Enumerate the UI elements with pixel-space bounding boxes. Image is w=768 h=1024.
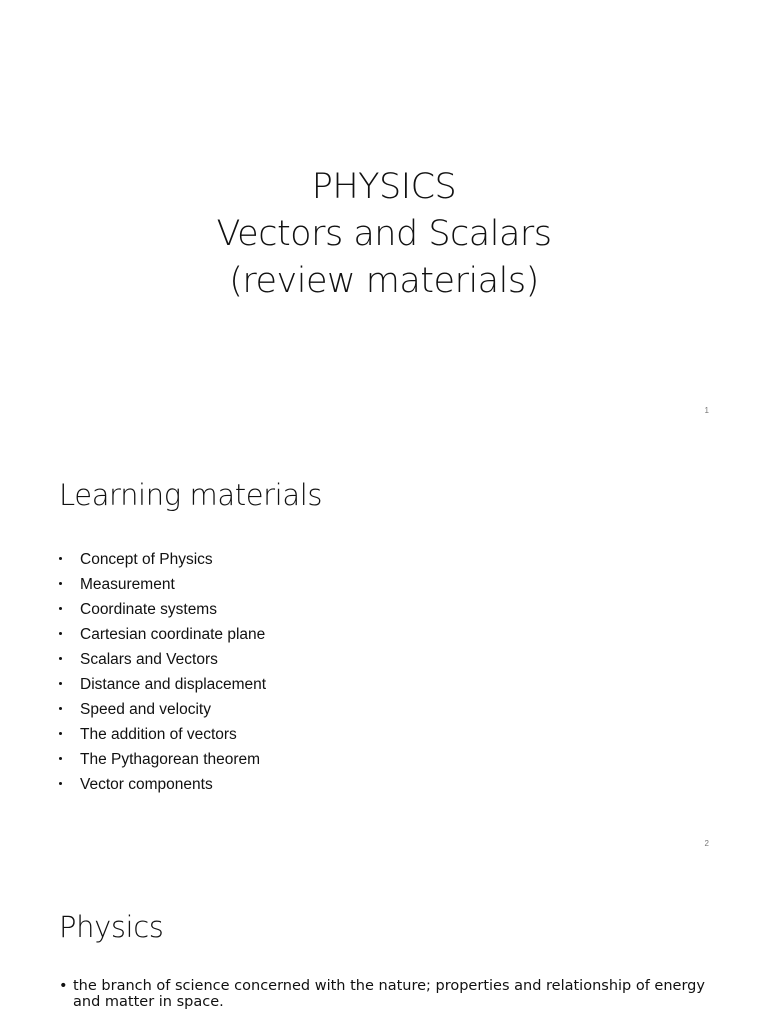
page-number: 2	[704, 839, 709, 848]
slide-heading: Learning materials	[59, 478, 323, 512]
bullet-dot	[59, 632, 62, 635]
list-item	[59, 650, 266, 675]
list-item-text: Distance and displacement	[80, 676, 267, 693]
list-item	[59, 600, 266, 625]
title-line-subject: Vectors and Scalars	[216, 214, 552, 254]
bullet-dot	[59, 657, 62, 660]
list-item	[59, 725, 266, 750]
bullet-dot	[59, 782, 62, 785]
slide-physics	[0, 866, 768, 1024]
list-item-text: The addition of vectors	[80, 726, 237, 743]
list-item-text: Speed and velocity	[80, 701, 211, 718]
list-item	[59, 675, 266, 700]
title-line-physics: PHYSICS	[311, 167, 457, 207]
slide-title-text	[0, 164, 768, 305]
title-line-note: (review materials)	[229, 261, 539, 301]
bullet-dot	[59, 607, 62, 610]
list-item	[59, 775, 266, 800]
bullet-dot	[59, 557, 62, 560]
slide-heading: Physics	[59, 910, 164, 944]
list-item	[59, 700, 266, 725]
slide-learning-materials	[0, 433, 768, 866]
definition-text: the branch of science concerned with the nature; properties and relationship of energy and matter in space.	[73, 978, 705, 1010]
list-item	[59, 550, 266, 575]
bullet-dot	[59, 707, 62, 710]
bullet-symbol: •	[59, 978, 68, 994]
list-item-text: Measurement	[80, 576, 175, 593]
bullet-dot	[59, 682, 62, 685]
list-item-text: Vector components	[80, 776, 213, 793]
list-item	[59, 625, 266, 650]
list-item-text: Scalars and Vectors	[80, 651, 218, 668]
list-item-text: Coordinate systems	[80, 601, 217, 618]
list-item-text: Concept of Physics	[80, 551, 213, 568]
bullet-dot	[59, 582, 62, 585]
list-item-text: The Pythagorean theorem	[80, 751, 261, 768]
list-item-text: Cartesian coordinate plane	[80, 626, 266, 643]
list-item	[59, 575, 266, 600]
bullet-dot	[59, 732, 62, 735]
list-item	[59, 750, 266, 775]
slide-title	[0, 0, 768, 433]
bullet-list	[59, 550, 266, 800]
bullet-dot	[59, 757, 62, 760]
page-number: 1	[704, 406, 709, 415]
definition-paragraph	[59, 978, 709, 1010]
